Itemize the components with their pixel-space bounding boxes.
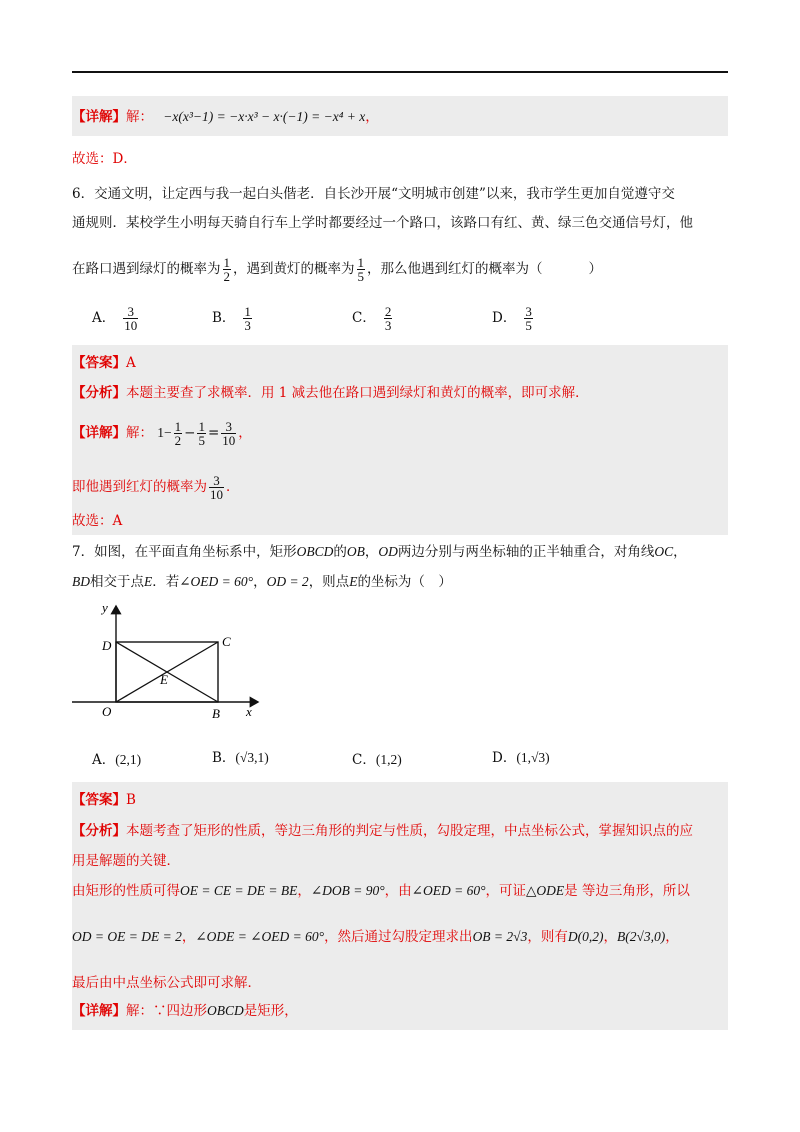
- label-c: C: [222, 634, 231, 649]
- q7-analysis-line3: 由矩形的性质可得OE = CE = DE = BE，∠DOB = 90°，由∠OED = 60°，可证△ODE是 等边三角形，所以: [72, 883, 690, 899]
- q7-analysis-line4: OD = OE = DE = 2，∠ODE = ∠OED = 60°，然后通过勾股定理求出OB = 2√3，则有D(0,2)，B(2√3,0)，: [72, 929, 679, 945]
- q6-option-a: A． $\frac{3}{10}$: [92, 304, 138, 333]
- q6-result: 即他遇到红灯的概率为 $\frac{3}{10}$ ．: [72, 473, 240, 502]
- detail-tag: 【详解】: [72, 109, 126, 125]
- q6-text-line1: 6．交通文明，让定西与我一起白头偕老．自长沙开展“文明城市创建”以来，我市学生更加自觉遵守交: [72, 186, 675, 202]
- label-x: x: [246, 704, 252, 719]
- prev-choice: 故选：D．: [72, 151, 137, 167]
- q6-text-line2: 通规则．某校学生小明每天骑自行车上学时都要经过一个路口，该路口有红、黄、绿三色交通信号灯，他: [72, 215, 693, 231]
- q6-answer: 【答案】A: [72, 355, 136, 371]
- q6-choice: 故选：A: [72, 513, 123, 529]
- label-d: D: [102, 638, 112, 653]
- label-o: O: [102, 704, 112, 719]
- prev-detail-math: −x(x³−1) = −x·x³ − x·(−1) = −x⁴ + x: [163, 109, 366, 124]
- solution-block-q7: [72, 782, 728, 1030]
- q6-text-line3: 在路口遇到绿灯的概率为 $\frac{1}{2}$ ，遇到黄灯的概率为 $\frac{1}{5}$ ，那么他遇到红灯的概率为（ ）: [72, 255, 602, 284]
- q7-figure: [68, 598, 268, 724]
- q7-text-line1: 7．如图，在平面直角坐标系中，矩形OBCD的OB，OD两边分别与两坐标轴的正半轴重合，对角线OC，: [72, 544, 687, 560]
- q7-option-d: D．(1,√3): [492, 750, 550, 766]
- q6-option-b: B． $\frac{1}{3}$: [212, 304, 251, 333]
- label-b: B: [212, 706, 220, 721]
- q7-option-b: B．(√3,1): [212, 750, 269, 766]
- q7-analysis-line5: 最后由中点坐标公式即可求解．: [72, 975, 261, 991]
- fraction-yellow: $\frac{1}{5}$: [357, 255, 364, 284]
- fraction-green: $\frac{1}{2}$: [223, 255, 230, 284]
- q6-detail: 【详解】解： 1− $\frac{1}{2}$ − $\frac{1}{5}$ = $\frac{3}{10}$ ，: [72, 419, 252, 448]
- q6-option-d: D． $\frac{3}{5}$: [492, 304, 532, 333]
- q7-detail: 【详解】解：∵四边形OBCD是矩形，: [72, 1003, 298, 1019]
- label-e: E: [160, 672, 168, 687]
- header-rule: [72, 71, 728, 73]
- q7-option-a: A．(2,1): [92, 752, 142, 768]
- q7-option-c: C．(1,2): [352, 752, 402, 768]
- q7-text-line2: BD相交于点E．若∠OED = 60°，OD = 2，则点E的坐标为（ ）: [72, 574, 452, 590]
- q7-analysis-line2: 用是解题的关键．: [72, 853, 180, 869]
- prev-detail-line: 【详解】解： −x(x³−1) = −x·x³ − x·(−1) = −x⁴ + x，: [72, 109, 379, 125]
- q7-analysis-line1: 【分析】本题考查了矩形的性质，等边三角形的判定与性质，勾股定理，中点坐标公式，掌握知识点的应: [72, 823, 693, 839]
- q6-analysis: 【分析】本题主要查了求概率．用 1 减去他在路口遇到绿灯和黄灯的概率，即可求解．: [72, 385, 589, 401]
- q6-option-c: C． $\frac{2}{3}$: [352, 304, 392, 333]
- label-y: y: [102, 600, 108, 615]
- q7-answer: 【答案】B: [72, 792, 136, 808]
